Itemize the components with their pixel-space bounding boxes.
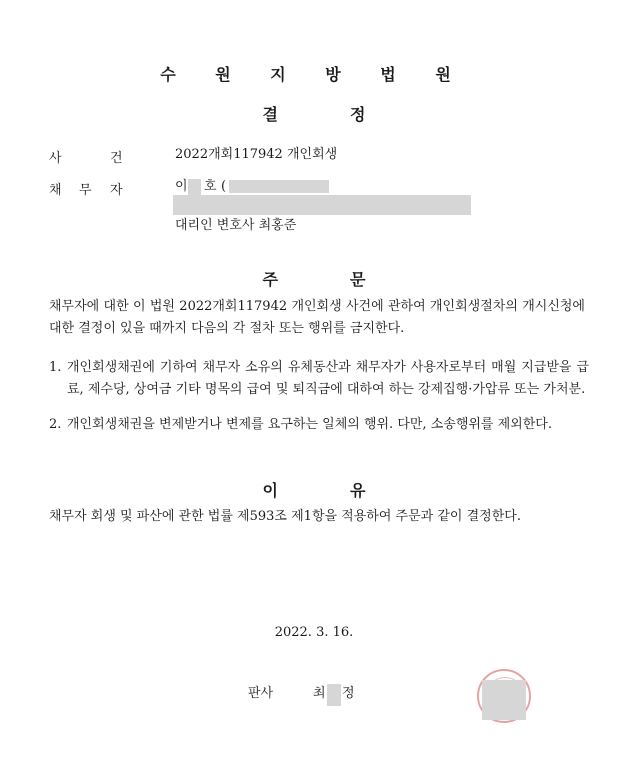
debtor-name-last: 호 — [204, 179, 217, 194]
order-item-number: 1. — [49, 360, 62, 375]
redaction-block — [173, 195, 471, 215]
document-title-left: 결 — [262, 105, 278, 124]
order-item-text: 개인회생채권을 변제받거나 변제를 요구하는 일체의 행위. 다만, 소송행위를 제외한다. — [67, 417, 552, 432]
decision-date: 2022. 3. 16. — [274, 625, 354, 640]
order-item — [49, 357, 589, 401]
debtor-label-char-3: 자 — [110, 183, 123, 198]
redaction-block — [327, 684, 341, 706]
redaction-block — [229, 180, 329, 193]
order-item-text: 개인회생채권에 기하여 채무자 소유의 유체동산과 채무자가 사용자로부터 매월 지급받을 급료, 제수당, 상여금 기타 명목의 급여 및 퇴직금에 대하여 하는 강제집행·가압류 또는 가처분. — [67, 360, 589, 397]
case-label-char-1: 사 — [49, 151, 62, 166]
judge-name-first: 최 — [313, 686, 326, 701]
order-heading-right: 문 — [350, 270, 366, 289]
document-title — [0, 102, 628, 125]
reason-heading — [0, 478, 628, 501]
debtor-representative: 대리인 변호사 최홍준 — [175, 218, 297, 233]
reason-heading-left: 이 — [262, 481, 278, 500]
order-item — [49, 414, 589, 436]
case-label-char-2: 건 — [110, 151, 123, 166]
debtor-label-char-1: 채 — [49, 183, 62, 198]
redaction-block — [188, 179, 201, 196]
judge-title: 판사 — [248, 686, 274, 701]
debtor-label-char-2: 무 — [79, 183, 92, 198]
debtor-name-first: 이 — [175, 179, 188, 194]
reason-heading-right: 유 — [350, 481, 366, 500]
debtor-name-extra: ( — [221, 179, 227, 194]
court-name: 수 원 지 방 법 원 — [160, 65, 468, 84]
order-item-number: 2. — [49, 417, 62, 432]
order-intro: 채무자에 대한 이 법원 2022개회117942 개인회생 사건에 관하여 개인회생절차의 개시신청에 대한 결정이 있을 때까지 다음의 각 절차 또는 행위를 금지한다. — [49, 299, 585, 336]
judge-name-last: 정 — [342, 686, 355, 701]
order-heading — [0, 267, 628, 290]
redaction-block — [482, 680, 526, 720]
order-heading-left: 주 — [262, 270, 278, 289]
reason-text: 채무자 회생 및 파산에 관한 법률 제593조 제1항을 적용하여 주문과 같이 결정한다. — [49, 509, 521, 524]
case-number: 2022개회117942 개인회생 — [175, 147, 338, 162]
document-title-right: 정 — [350, 105, 366, 124]
